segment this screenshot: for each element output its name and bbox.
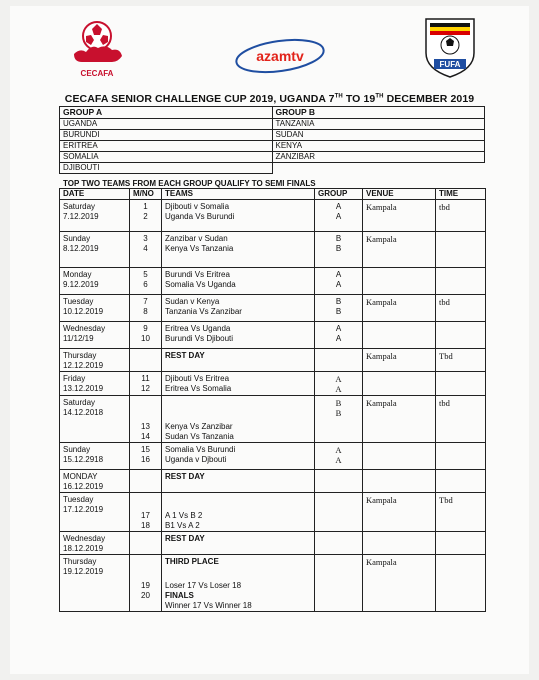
time-text: tbd [439, 202, 450, 212]
group-a-header: GROUP A [60, 107, 273, 119]
fixture-teams-text: Uganda Vs Burundi [165, 212, 235, 221]
header-group: GROUP [315, 189, 363, 200]
match-number: 19 [141, 581, 150, 590]
fixture-match-number [130, 470, 162, 493]
group-letter: B [335, 297, 342, 306]
match-number: 15 [141, 445, 150, 454]
fixture-date-value: 14.12.2018 [63, 408, 104, 417]
fixture-date-value: 12.12.2019 [63, 361, 104, 370]
fixture-teams [162, 396, 315, 443]
fixture-group [315, 443, 363, 470]
fixture-label: FINALS [165, 591, 194, 600]
fixture-row [60, 555, 486, 612]
group-row [60, 119, 485, 130]
fufa-logo-text: FUFA [439, 60, 461, 69]
fixture-group [315, 470, 363, 493]
fixture-day: Monday [63, 270, 92, 279]
fixture-group [315, 322, 363, 349]
group-letter: A [335, 212, 342, 221]
fixture-time [436, 396, 486, 443]
fixture-match-number [130, 232, 162, 268]
group-letter: B [335, 234, 342, 243]
fixture-day: Sunday [63, 445, 91, 454]
fixture-teams-text: Somalia Vs Uganda [165, 280, 236, 289]
fixture-date [60, 268, 130, 295]
fixture-day: Saturday [63, 202, 96, 211]
fixture-teams [162, 443, 315, 470]
fixture-day: Thursday [63, 557, 97, 566]
fixture-teams [162, 232, 315, 268]
fixture-day: Friday [63, 374, 86, 383]
fufa-logo [420, 15, 480, 81]
group-letter: A [335, 270, 342, 279]
fixture-date-value: 11/12/19 [63, 334, 94, 343]
fixture-teams-text: Loser 17 Vs Loser 18 [165, 581, 242, 590]
qualification-note: TOP TWO TEAMS FROM EACH GROUP QUALIFY TO SEMI FINALS [63, 179, 316, 188]
fixture-venue [363, 322, 436, 349]
group-b-team: KENYA [272, 141, 485, 152]
fixture-match-number [130, 200, 162, 232]
group-letter: B [335, 244, 342, 253]
fixture-teams [162, 470, 315, 493]
group-letter: A [335, 280, 342, 289]
fixture-row [60, 372, 486, 396]
fixture-date-value: 18.12.2019 [63, 544, 104, 553]
match-number: 5 [143, 270, 148, 279]
fixture-row [60, 200, 486, 232]
fixture-teams-text: Burundi Vs Djibouti [165, 334, 234, 343]
group-letter: A [335, 384, 342, 394]
fixture-venue [363, 396, 436, 443]
fixture-teams-text: Djibouti v Somalia [165, 202, 230, 211]
fixture-teams-text: Kenya Vs Zanzibar [165, 422, 233, 431]
group-b-team: SUDAN [272, 130, 485, 141]
fixture-date-value: 8.12.2019 [63, 244, 99, 253]
fixture-row [60, 232, 486, 268]
group-row [60, 152, 485, 163]
fixture-date [60, 532, 130, 555]
group-letter: B [335, 398, 342, 408]
fixture-day: Saturday [63, 398, 96, 407]
fixture-date [60, 372, 130, 396]
group-letter: A [335, 455, 342, 465]
fixture-day: Tuesday [63, 495, 94, 504]
group-a-team: BURUNDI [60, 130, 273, 141]
fixture-row [60, 396, 486, 443]
group-letter: B [335, 307, 342, 316]
fixture-venue [363, 532, 436, 555]
fixture-teams [162, 532, 315, 555]
fixture-date-value: 7.12.2019 [63, 212, 99, 221]
fixture-date-value: 9.12.2019 [63, 280, 99, 289]
page-title: CECAFA SENIOR CHALLENGE CUP 2019, UGANDA 7TH TO 19TH DECEMBER 2019 [64, 93, 475, 105]
fixture-teams-text: Eritrea Vs Somalia [165, 384, 232, 393]
fixture-venue [363, 555, 436, 612]
azamtv-logo-text: azamtv [256, 48, 304, 64]
fixture-teams-text: Zanzibar v Sudan [165, 234, 228, 243]
venue-text: Kampala [366, 557, 397, 567]
fixture-teams [162, 322, 315, 349]
match-number: 10 [141, 334, 150, 343]
fixture-date [60, 555, 130, 612]
fixture-teams-text: Uganda v Djbouti [165, 455, 227, 464]
fixture-teams-text: REST DAY [165, 351, 205, 360]
fixture-time [436, 443, 486, 470]
group-row [60, 130, 485, 141]
fixture-venue [363, 493, 436, 532]
fixture-teams [162, 493, 315, 532]
fixture-venue [363, 232, 436, 268]
fixture-teams-text: Eritrea Vs Uganda [165, 324, 231, 333]
fixture-group [315, 555, 363, 612]
fixture-date [60, 200, 130, 232]
match-number: 14 [141, 432, 150, 441]
fixture-day: Wednesday [63, 324, 106, 333]
fixture-date-value: 17.12.2019 [63, 505, 104, 514]
fixture-teams [162, 555, 315, 612]
fixture-match-number [130, 349, 162, 372]
fixture-time [436, 493, 486, 532]
fixture-time [436, 322, 486, 349]
fixture-row [60, 470, 486, 493]
fixture-teams [162, 349, 315, 372]
fixture-group [315, 232, 363, 268]
fixture-teams-text: Tanzania Vs Zanzibar [165, 307, 242, 316]
fixture-teams [162, 295, 315, 322]
venue-text: Kampala [366, 351, 397, 361]
fixture-date-value: 19.12.2019 [63, 567, 104, 576]
fixture-match-number [130, 493, 162, 532]
groups-table [59, 106, 485, 174]
fixture-group [315, 372, 363, 396]
azamtv-logo [232, 36, 328, 76]
fixture-date [60, 232, 130, 268]
time-text: Tbd [439, 351, 453, 361]
fixture-day: MONDAY [63, 472, 98, 481]
fixture-time [436, 532, 486, 555]
fixture-row [60, 349, 486, 372]
time-text: Tbd [439, 495, 453, 505]
fixture-teams-text: Sudan Vs Tanzania [165, 432, 234, 441]
fixture-match-number [130, 532, 162, 555]
match-number: 8 [143, 307, 148, 316]
fixture-date [60, 295, 130, 322]
fixture-label: THIRD PLACE [165, 557, 219, 566]
fixture-date-value: 13.12.2019 [63, 384, 104, 393]
group-b-team [272, 163, 485, 174]
cecafa-logo-text: CECAFA [80, 69, 114, 78]
fixture-time [436, 555, 486, 612]
fixture-time [436, 200, 486, 232]
fixture-teams [162, 372, 315, 396]
group-a-team: UGANDA [60, 119, 273, 130]
fixture-date [60, 349, 130, 372]
match-number: 18 [141, 521, 150, 530]
cecafa-logo [62, 18, 132, 80]
fixture-time [436, 295, 486, 322]
fixture-time [436, 470, 486, 493]
header-teams: TEAMS [162, 189, 315, 200]
groups-header-row [60, 107, 485, 119]
header-match-number: M/NO [130, 189, 162, 200]
group-letter: A [335, 202, 342, 211]
fixture-teams-text: REST DAY [165, 534, 205, 543]
group-a-team: ERITREA [60, 141, 273, 152]
group-letter: A [335, 334, 342, 343]
fixture-row [60, 322, 486, 349]
fixture-date [60, 443, 130, 470]
fixture-venue [363, 470, 436, 493]
header-time: TIME [436, 189, 486, 200]
fixture-teams-text: REST DAY [165, 472, 205, 481]
fixture-group [315, 200, 363, 232]
match-number: 9 [143, 324, 148, 333]
time-text: tbd [439, 398, 450, 408]
group-letter: A [335, 445, 342, 455]
fixture-match-number [130, 268, 162, 295]
fixture-date-value: 16.12.2019 [63, 482, 104, 491]
fixture-group [315, 532, 363, 555]
match-number: 20 [141, 591, 150, 600]
venue-text: Kampala [366, 202, 397, 212]
fixture-teams [162, 200, 315, 232]
fixture-row [60, 443, 486, 470]
group-letter: B [335, 408, 342, 418]
fixture-time [436, 268, 486, 295]
fixture-date-value: 10.12.2019 [63, 307, 104, 316]
fixture-teams [162, 268, 315, 295]
group-b-header: GROUP B [272, 107, 485, 119]
fixture-venue [363, 443, 436, 470]
match-number: 16 [141, 455, 150, 464]
fixture-match-number [130, 396, 162, 443]
fixture-group [315, 295, 363, 322]
time-text: tbd [439, 297, 450, 307]
group-letter: A [335, 324, 342, 333]
fixture-group [315, 396, 363, 443]
group-row [60, 163, 485, 174]
fixture-row [60, 532, 486, 555]
fixture-venue [363, 200, 436, 232]
fixture-group [315, 268, 363, 295]
fixture-date [60, 322, 130, 349]
fixture-venue [363, 268, 436, 295]
fixture-group [315, 349, 363, 372]
fixtures-header-row [60, 189, 486, 200]
fixture-match-number [130, 322, 162, 349]
fixture-time [436, 349, 486, 372]
group-row [60, 141, 485, 152]
fixture-teams-text: Djibouti Vs Eritrea [165, 374, 230, 383]
fixture-date [60, 493, 130, 532]
fixture-date [60, 470, 130, 493]
fixture-venue [363, 295, 436, 322]
fixture-row [60, 493, 486, 532]
group-b-team: TANZANIA [272, 119, 485, 130]
fixture-teams-text: Winner 17 Vs Winner 18 [165, 601, 252, 610]
fixture-teams-text: Sudan v Kenya [165, 297, 220, 306]
venue-text: Kampala [366, 495, 397, 505]
fixture-date-value: 15.12.2918 [63, 455, 104, 464]
match-number: 17 [141, 511, 150, 520]
fixture-time [436, 232, 486, 268]
match-number: 7 [143, 297, 148, 306]
fixture-row [60, 295, 486, 322]
match-number: 12 [141, 384, 150, 393]
group-a-team: SOMALIA [60, 152, 273, 163]
fixture-match-number [130, 372, 162, 396]
match-number: 11 [141, 374, 150, 383]
fixture-teams-text: Kenya Vs Tanzania [165, 244, 234, 253]
fixture-time [436, 372, 486, 396]
fixture-row [60, 268, 486, 295]
match-number: 6 [143, 280, 148, 289]
group-b-team: ZANZIBAR [272, 152, 485, 163]
match-number: 13 [141, 422, 150, 431]
match-number: 4 [143, 244, 148, 253]
fixture-match-number [130, 555, 162, 612]
venue-text: Kampala [366, 297, 397, 307]
fixture-teams-text: Burundi Vs Eritrea [165, 270, 230, 279]
match-number: 1 [143, 202, 148, 211]
header-venue: VENUE [363, 189, 436, 200]
fixture-group [315, 493, 363, 532]
fixture-teams-text: Somalia Vs Burundi [165, 445, 236, 454]
match-number: 3 [143, 234, 148, 243]
header-date: DATE [60, 189, 130, 200]
venue-text: Kampala [366, 234, 397, 244]
group-letter: A [335, 374, 342, 384]
fixture-day: Wednesday [63, 534, 106, 543]
fixture-match-number [130, 443, 162, 470]
fixtures-table [59, 188, 486, 612]
fixture-match-number [130, 295, 162, 322]
fixture-date [60, 396, 130, 443]
fixture-venue [363, 372, 436, 396]
group-a-team: DJIBOUTI [60, 163, 273, 174]
match-number: 2 [143, 212, 148, 221]
fixture-venue [363, 349, 436, 372]
fixture-teams-text: A 1 Vs B 2 [165, 511, 203, 520]
fixture-day: Sunday [63, 234, 91, 243]
fixture-day: Thursday [63, 351, 97, 360]
fixture-teams-text: B1 Vs A 2 [165, 521, 200, 530]
venue-text: Kampala [366, 398, 397, 408]
fixture-day: Tuesday [63, 297, 94, 306]
